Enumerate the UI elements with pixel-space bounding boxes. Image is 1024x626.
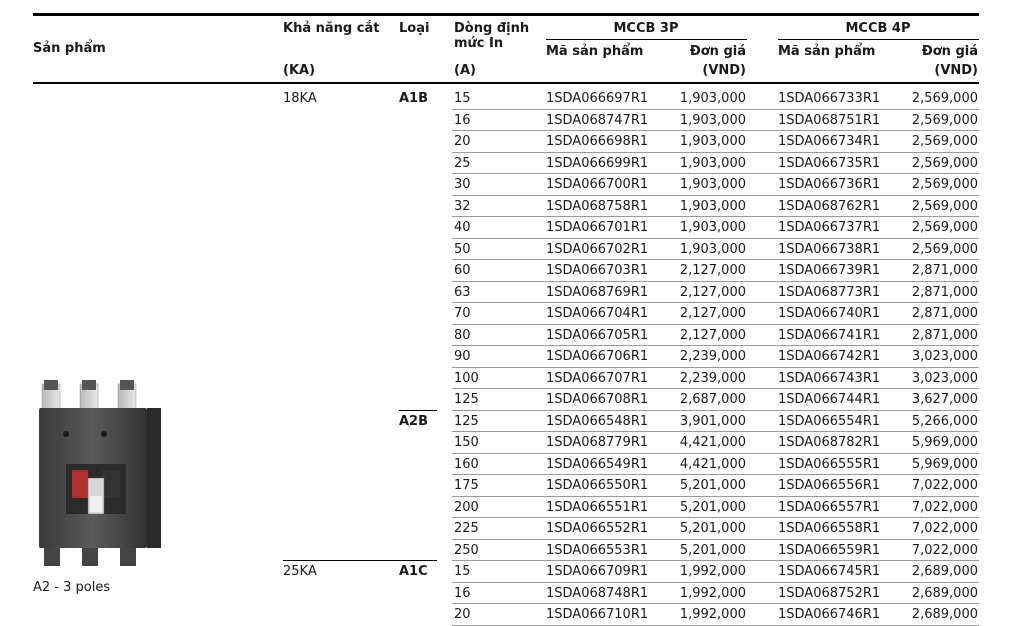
header-bottom-rule	[33, 82, 979, 84]
cell-rated-current: 200	[454, 499, 479, 515]
cell-price-4p: 2,569,000	[911, 112, 978, 128]
cell-rated-current: 30	[454, 177, 471, 192]
header-price-3p: Đơn giá	[689, 44, 746, 59]
cell-rated-current: 32	[454, 198, 471, 214]
cell-price-3p: 2,127,000	[679, 327, 746, 343]
cell-code-4p: 1SDA066554R1	[778, 413, 881, 429]
cell-code-4p: 1SDA068773R1	[778, 284, 881, 300]
cell-code-3p: 1SDA066701R1	[546, 220, 649, 235]
cell-code-4p: 1SDA066735R1	[778, 155, 881, 171]
cell-code-4p: 1SDA066734R1	[778, 134, 881, 149]
cell-price-4p: 7,022,000	[911, 521, 978, 536]
table-row	[0, 153, 1024, 175]
cell-rated-current: 40	[454, 220, 471, 235]
cell-code-4p: 1SDA066738R1	[778, 241, 881, 257]
cell-price-3p: 2,687,000	[679, 392, 746, 407]
cell-code-3p: 1SDA068748R1	[546, 585, 649, 601]
header-code-4p: Mã sản phẩm	[778, 44, 876, 59]
cell-price-3p: 5,201,000	[679, 478, 746, 493]
cell-rated-current: 125	[454, 413, 479, 429]
cell-code-3p: 1SDA066552R1	[546, 521, 649, 536]
cell-rated-current: 15	[454, 91, 471, 106]
cell-price-3p: 1,903,000	[679, 198, 746, 214]
cell-rated-current: 50	[454, 241, 471, 257]
header-rated-current-1: Dòng định	[454, 21, 530, 36]
cell-code-4p: 1SDA066740R1	[778, 306, 881, 321]
cell-price-4p: 7,022,000	[911, 478, 978, 493]
header-breaking-capacity: Khả năng cắt	[283, 21, 380, 36]
table-row	[0, 196, 1024, 218]
header-price-unit-3p: (VND)	[702, 63, 746, 78]
header-rated-current-2: mức In	[454, 36, 504, 51]
cell-price-4p: 2,871,000	[911, 327, 978, 343]
cell-code-4p: 1SDA066741R1	[778, 327, 881, 343]
cell-rated-current: 63	[454, 284, 471, 300]
cell-price-3p: 1,903,000	[679, 241, 746, 257]
table-row	[0, 325, 1024, 347]
header-price-4p: Đơn giá	[921, 44, 978, 59]
cell-code-3p: 1SDA066710R1	[546, 607, 649, 622]
table-row	[0, 110, 1024, 132]
cell-rated-current: 225	[454, 521, 479, 536]
cell-price-4p: 3,023,000	[911, 370, 978, 386]
table-top-rule	[33, 13, 979, 16]
table-row	[0, 239, 1024, 261]
header-price-unit-4p: (VND)	[934, 63, 978, 78]
cell-price-3p: 3,901,000	[679, 413, 746, 429]
cell-code-3p: 1SDA068758R1	[546, 198, 649, 214]
cell-price-4p: 2,871,000	[911, 263, 978, 278]
cell-code-4p: 1SDA066558R1	[778, 521, 881, 536]
cell-rated-current: 60	[454, 263, 471, 278]
table-row	[0, 303, 1024, 325]
cell-code-3p: 1SDA066702R1	[546, 241, 649, 257]
cell-code-4p: 1SDA066736R1	[778, 177, 881, 192]
cell-price-3p: 5,201,000	[679, 499, 746, 515]
type-rule	[399, 410, 437, 411]
cell-price-3p: 1,992,000	[679, 607, 746, 622]
cell-code-3p: 1SDA066550R1	[546, 478, 649, 493]
cell-code-4p: 1SDA066744R1	[778, 392, 881, 407]
cell-price-3p: 4,421,000	[679, 435, 746, 450]
cell-price-3p: 2,239,000	[679, 370, 746, 386]
cell-price-4p: 2,569,000	[911, 241, 978, 257]
type-value: A1B	[399, 91, 429, 106]
circuit-breaker-image	[34, 378, 168, 570]
cell-code-3p: 1SDA066700R1	[546, 177, 649, 192]
cell-code-3p: 1SDA066553R1	[546, 542, 649, 558]
cell-price-4p: 7,022,000	[911, 499, 978, 515]
cell-price-4p: 2,569,000	[911, 198, 978, 214]
cell-code-3p: 1SDA068747R1	[546, 112, 649, 128]
header-breaking-capacity-unit: (KA)	[283, 63, 316, 78]
cell-code-3p: 1SDA066548R1	[546, 413, 649, 429]
table-row	[0, 346, 1024, 368]
cell-code-3p: 1SDA066706R1	[546, 349, 649, 364]
cell-rated-current: 250	[454, 542, 479, 558]
cell-price-4p: 2,871,000	[911, 284, 978, 300]
header-rated-current-unit: (A)	[454, 63, 476, 78]
cell-price-4p: 2,689,000	[911, 585, 978, 601]
cell-rated-current: 70	[454, 306, 471, 321]
cell-code-4p: 1SDA066555R1	[778, 456, 881, 472]
cell-rated-current: 160	[454, 456, 479, 472]
breaking-capacity-value: 25KA	[283, 564, 317, 579]
cell-rated-current: 90	[454, 349, 471, 364]
cell-code-3p: 1SDA066704R1	[546, 306, 649, 321]
cell-code-4p: 1SDA066745R1	[778, 564, 881, 579]
cell-code-4p: 1SDA066557R1	[778, 499, 881, 515]
row-rule	[452, 625, 979, 626]
cell-code-4p: 1SDA066733R1	[778, 91, 881, 106]
table-row	[0, 217, 1024, 239]
table-row	[0, 604, 1024, 626]
cell-rated-current: 125	[454, 392, 479, 407]
cell-price-4p: 2,689,000	[911, 564, 978, 579]
table-row	[0, 583, 1024, 605]
cell-price-3p: 5,201,000	[679, 521, 746, 536]
cell-price-4p: 2,569,000	[911, 220, 978, 235]
cell-code-4p: 1SDA068752R1	[778, 585, 881, 601]
header-type: Loại	[399, 21, 430, 36]
cell-price-4p: 5,969,000	[911, 435, 978, 450]
cell-rated-current: 15	[454, 564, 471, 579]
cell-code-3p: 1SDA066698R1	[546, 134, 649, 149]
cell-price-4p: 3,023,000	[911, 349, 978, 364]
cell-rated-current: 16	[454, 585, 471, 601]
product-caption: A2 - 3 poles	[33, 580, 111, 595]
cell-code-3p: 1SDA066705R1	[546, 327, 649, 343]
cell-rated-current: 175	[454, 478, 479, 493]
cell-price-4p: 2,569,000	[911, 134, 978, 149]
mccb-4p-rule	[778, 39, 979, 40]
cell-rated-current: 150	[454, 435, 479, 450]
cell-code-3p: 1SDA066549R1	[546, 456, 649, 472]
cell-code-3p: 1SDA066708R1	[546, 392, 649, 407]
cell-price-3p: 2,127,000	[679, 306, 746, 321]
cell-rated-current: 80	[454, 327, 471, 343]
cell-code-3p: 1SDA066697R1	[546, 91, 649, 106]
cell-price-3p: 1,903,000	[679, 155, 746, 171]
cell-price-4p: 2,569,000	[911, 177, 978, 192]
table-row	[0, 282, 1024, 304]
cell-rated-current: 100	[454, 370, 479, 386]
cell-code-4p: 1SDA066739R1	[778, 263, 881, 278]
breaking-capacity-value: 18KA	[283, 91, 317, 106]
type-value: A2B	[399, 413, 429, 429]
cell-price-3p: 2,127,000	[679, 263, 746, 278]
cell-price-4p: 5,266,000	[911, 413, 978, 429]
cell-price-3p: 1,903,000	[679, 91, 746, 106]
cell-price-3p: 1,992,000	[679, 585, 746, 601]
cell-code-3p: 1SDA066699R1	[546, 155, 649, 171]
cell-price-3p: 1,992,000	[679, 564, 746, 579]
header-mccb-3p: MCCB 3P	[613, 21, 679, 36]
cell-code-4p: 1SDA066746R1	[778, 607, 881, 622]
cell-code-4p: 1SDA066556R1	[778, 478, 881, 493]
cell-rated-current: 16	[454, 112, 471, 128]
cell-code-4p: 1SDA066742R1	[778, 349, 881, 364]
cell-price-4p: 2,569,000	[911, 155, 978, 171]
cell-price-3p: 1,903,000	[679, 220, 746, 235]
cell-code-4p: 1SDA066737R1	[778, 220, 881, 235]
cell-code-3p: 1SDA066703R1	[546, 263, 649, 278]
header-mccb-4p: MCCB 4P	[845, 21, 911, 36]
cell-price-4p: 2,871,000	[911, 306, 978, 321]
table-row	[0, 260, 1024, 282]
table-row	[0, 131, 1024, 153]
cell-code-3p: 1SDA066707R1	[546, 370, 649, 386]
cell-rated-current: 20	[454, 607, 471, 622]
cell-code-4p: 1SDA068762R1	[778, 198, 881, 214]
cell-price-3p: 2,127,000	[679, 284, 746, 300]
header-product: Sản phẩm	[33, 41, 106, 56]
type-value: A1C	[399, 564, 428, 579]
cell-rated-current: 25	[454, 155, 471, 171]
cell-price-4p: 2,569,000	[911, 91, 978, 106]
header-code-3p: Mã sản phẩm	[546, 44, 644, 59]
cell-code-3p: 1SDA068769R1	[546, 284, 649, 300]
cell-price-4p: 7,022,000	[911, 542, 978, 558]
cell-price-3p: 5,201,000	[679, 542, 746, 558]
cell-price-3p: 4,421,000	[679, 456, 746, 472]
table-row	[0, 174, 1024, 196]
cell-price-3p: 1,903,000	[679, 112, 746, 128]
cell-price-3p: 2,239,000	[679, 349, 746, 364]
table-row	[0, 88, 1024, 110]
cell-rated-current: 20	[454, 134, 471, 149]
cell-price-3p: 1,903,000	[679, 177, 746, 192]
cell-code-4p: 1SDA066743R1	[778, 370, 881, 386]
cell-price-4p: 5,969,000	[911, 456, 978, 472]
cell-code-3p: 1SDA066709R1	[546, 564, 649, 579]
cell-price-4p: 2,689,000	[911, 607, 978, 622]
cell-code-3p: 1SDA068779R1	[546, 435, 649, 450]
cell-code-4p: 1SDA066559R1	[778, 542, 881, 558]
cell-code-4p: 1SDA068782R1	[778, 435, 881, 450]
cell-price-4p: 3,627,000	[911, 392, 978, 407]
cell-price-3p: 1,903,000	[679, 134, 746, 149]
cell-code-4p: 1SDA068751R1	[778, 112, 881, 128]
cell-code-3p: 1SDA066551R1	[546, 499, 649, 515]
mccb-3p-rule	[546, 39, 747, 40]
